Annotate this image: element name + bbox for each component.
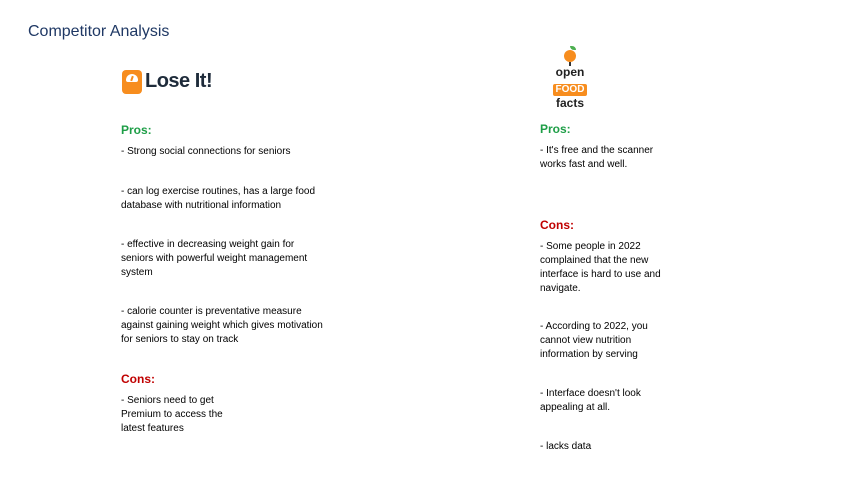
page-title: Competitor Analysis <box>28 23 170 40</box>
off-con-item: - lacks data <box>540 441 592 452</box>
loseit-wordmark: Lose It! <box>145 70 213 92</box>
logo-word-food: FOOD <box>553 84 588 96</box>
loseit-logo <box>122 68 212 95</box>
loseit-con-item: - Seniors need to get Premium to access the latest features <box>121 395 223 434</box>
openfoodfacts-logo <box>550 50 590 110</box>
off-cons-heading: Cons: <box>540 218 574 232</box>
off-pros-heading: Pros: <box>540 122 571 136</box>
loseit-pros-heading: Pros: <box>121 123 152 137</box>
loseit-pro-item: - effective in decreasing weight gain for seniors with powerful weight management system <box>121 239 308 278</box>
off-con-item: - Interface doesn't look appealing at all. <box>540 388 641 413</box>
loseit-cons-heading: Cons: <box>121 372 155 386</box>
loseit-pro-item: - can log exercise routines, has a large food database with nutritional information <box>121 186 315 211</box>
logo-word-open: open <box>555 65 585 79</box>
off-con-item: - According to 2022, you cannot view nutrition information by serving <box>540 321 648 360</box>
scale-icon <box>122 70 142 94</box>
off-pro-item: - It's free and the scanner works fast and well. <box>540 145 654 170</box>
loseit-pro-item: - calorie counter is preventative measure against gaining weight which gives motivation for seniors to stay on track <box>121 306 323 345</box>
loseit-pro-item: - Strong social connections for seniors <box>121 146 291 157</box>
orange-icon <box>564 50 576 62</box>
off-con-item: - Some people in 2022 complained that the new interface is hard to use and navigate. <box>540 241 661 294</box>
logo-word-facts: facts <box>555 96 584 110</box>
